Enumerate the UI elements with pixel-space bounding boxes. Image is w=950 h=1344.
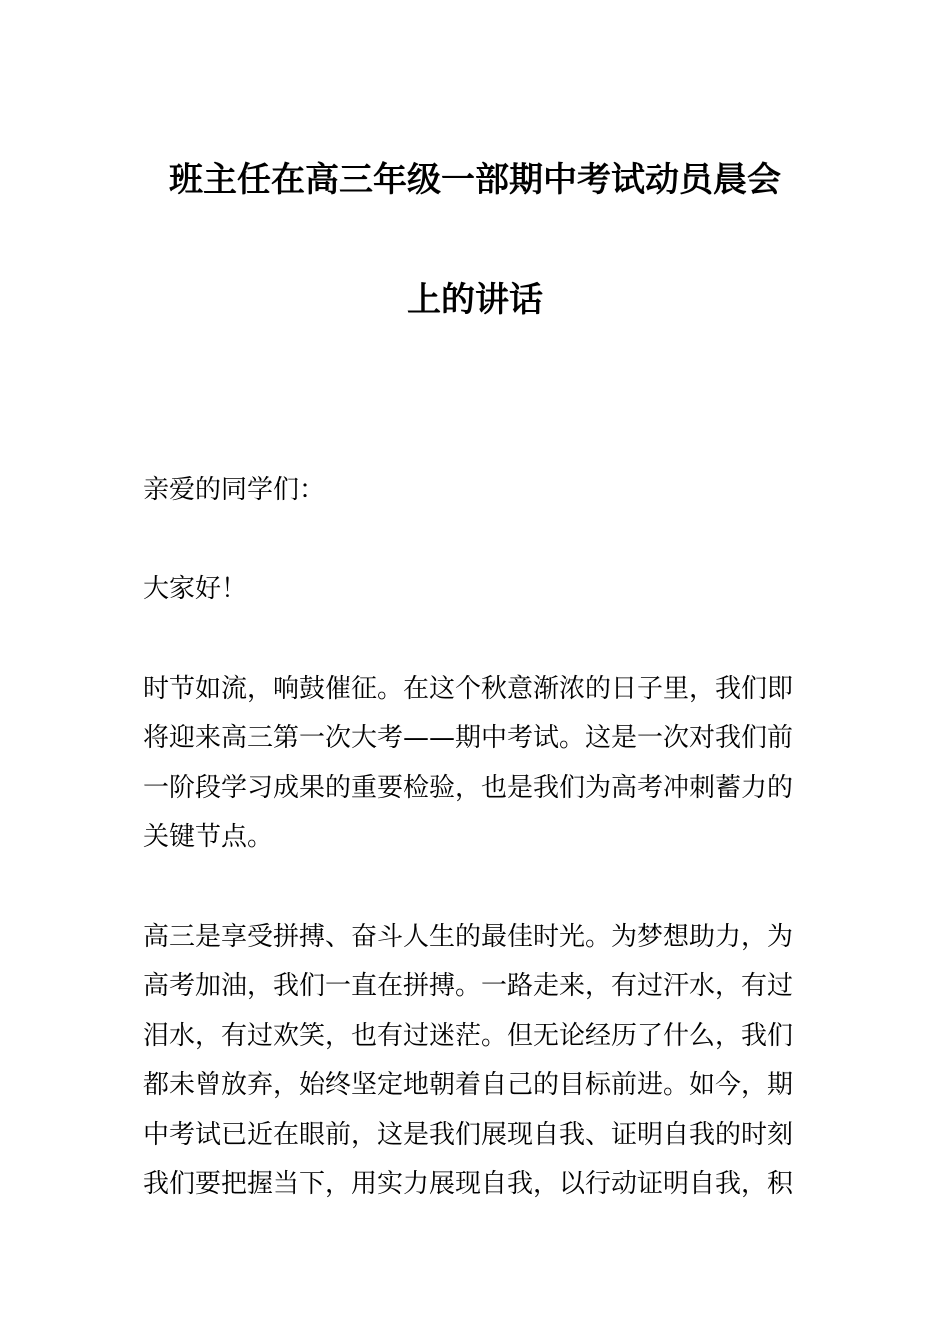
document-title-line-2: 上的讲话: [407, 280, 543, 320]
paragraph-2-line-4: 都未曾放弃，始终坚定地朝着自己的目标前进。如今，期: [143, 1070, 794, 1100]
document-title-line-1: 班主任在高三年级一部期中考试动员晨会: [169, 160, 781, 200]
paragraph-1-line-1: 时节如流，响鼓催征。在这个秋意渐浓的日子里，我们即: [143, 674, 794, 704]
paragraph-2-line-6: 我们要把握当下，用实力展现自我，以行动证明自我，积: [143, 1169, 794, 1199]
salutation: 亲爱的同学们：: [143, 475, 326, 505]
paragraph-2-line-5: 中考试已近在眼前，这是我们展现自我、证明自我的时刻: [143, 1120, 794, 1150]
paragraph-1-line-4: 关键节点。: [143, 822, 274, 852]
paragraph-1-line-2: 将迎来高三第一次大考——期中考试。这是一次对我们前: [143, 723, 794, 753]
paragraph-2-line-3: 泪水，有过欢笑，也有过迷茫。但无论经历了什么，我们: [143, 1021, 794, 1051]
paragraph-2-line-2: 高考加油，我们一直在拼搏。一路走来，有过汗水，有过: [143, 971, 794, 1001]
greeting: 大家好！: [143, 574, 248, 604]
paragraph-2-line-1: 高三是享受拼搏、奋斗人生的最佳时光。为梦想助力，为: [143, 922, 794, 952]
paragraph-1-line-3: 一阶段学习成果的重要检验，也是我们为高考冲刺蓄力的: [143, 773, 794, 803]
